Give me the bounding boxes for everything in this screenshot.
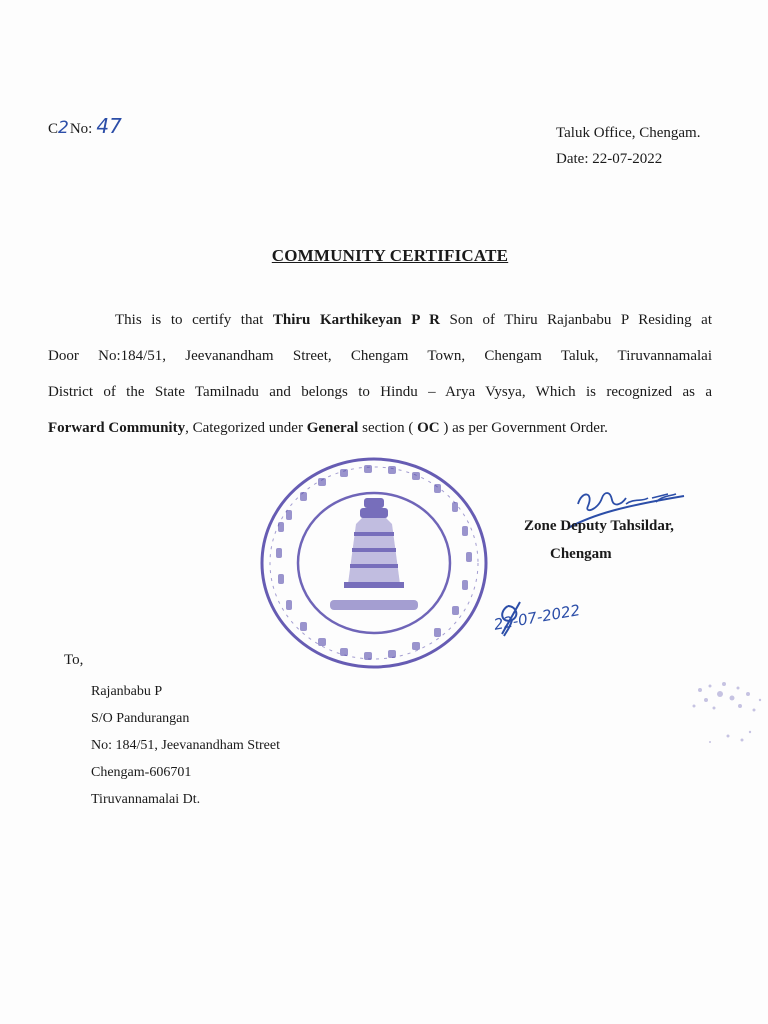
holder-name: Thiru Karthikeyan P R xyxy=(272,312,440,328)
certificate-body xyxy=(48,302,712,446)
address-line: Tiruvannamalai Dt. xyxy=(91,792,201,807)
address-line: Chengam-606701 xyxy=(91,765,192,780)
to-label: To, xyxy=(64,652,84,668)
body-line-2: Door No:184/51, Jeevanandham Street, Chengam Town, Chengam Taluk, Tiruvannamalai xyxy=(48,348,712,364)
body-line-1 xyxy=(48,302,712,338)
official-seal-icon xyxy=(256,452,492,674)
body-line-3: District of the State Tamilnadu and belongs to Hindu – Arya Vysya, Which is recognized as a xyxy=(48,384,712,400)
body-line-4 xyxy=(48,410,712,446)
signatory-block xyxy=(524,512,674,568)
signatory-designation: Zone Deputy Tahsildar, xyxy=(524,518,674,534)
section-general: General xyxy=(306,420,359,436)
body-text-segment: , Categorized under xyxy=(185,420,307,436)
ref-label: No: xyxy=(69,121,93,137)
issue-date: Date: 22-07-2022 xyxy=(556,151,663,167)
community-category: Forward Community xyxy=(48,420,186,436)
body-text-segment: Son of Thiru Rajanbabu P Residing at xyxy=(439,312,712,328)
body-text-segment: ) as per Government Order. xyxy=(439,420,608,436)
office-name: Taluk Office, Chengam. xyxy=(556,125,701,141)
document-title: COMMUNITY CERTIFICATE xyxy=(271,246,509,265)
signatory-place: Chengam xyxy=(550,546,612,562)
reference-number xyxy=(48,114,122,138)
body-text-segment: This is to certify that xyxy=(115,312,273,328)
ref-prefix: C xyxy=(48,121,59,137)
body-text-segment: section ( xyxy=(358,420,418,436)
faded-stamp-icon xyxy=(680,670,768,754)
address-line: No: 184/51, Jeevanandham Street xyxy=(91,738,280,753)
recipient-address xyxy=(91,678,280,813)
office-block xyxy=(556,120,700,172)
section-code: OC xyxy=(417,420,440,436)
address-line: Rajanbabu P xyxy=(91,684,163,699)
ref-handwritten-number: 47 xyxy=(96,114,122,138)
address-line: S/O Pandurangan xyxy=(91,711,190,726)
ref-handwritten-mark: 2 xyxy=(58,118,69,138)
handwritten-date: 22-07-2022 xyxy=(492,600,582,634)
